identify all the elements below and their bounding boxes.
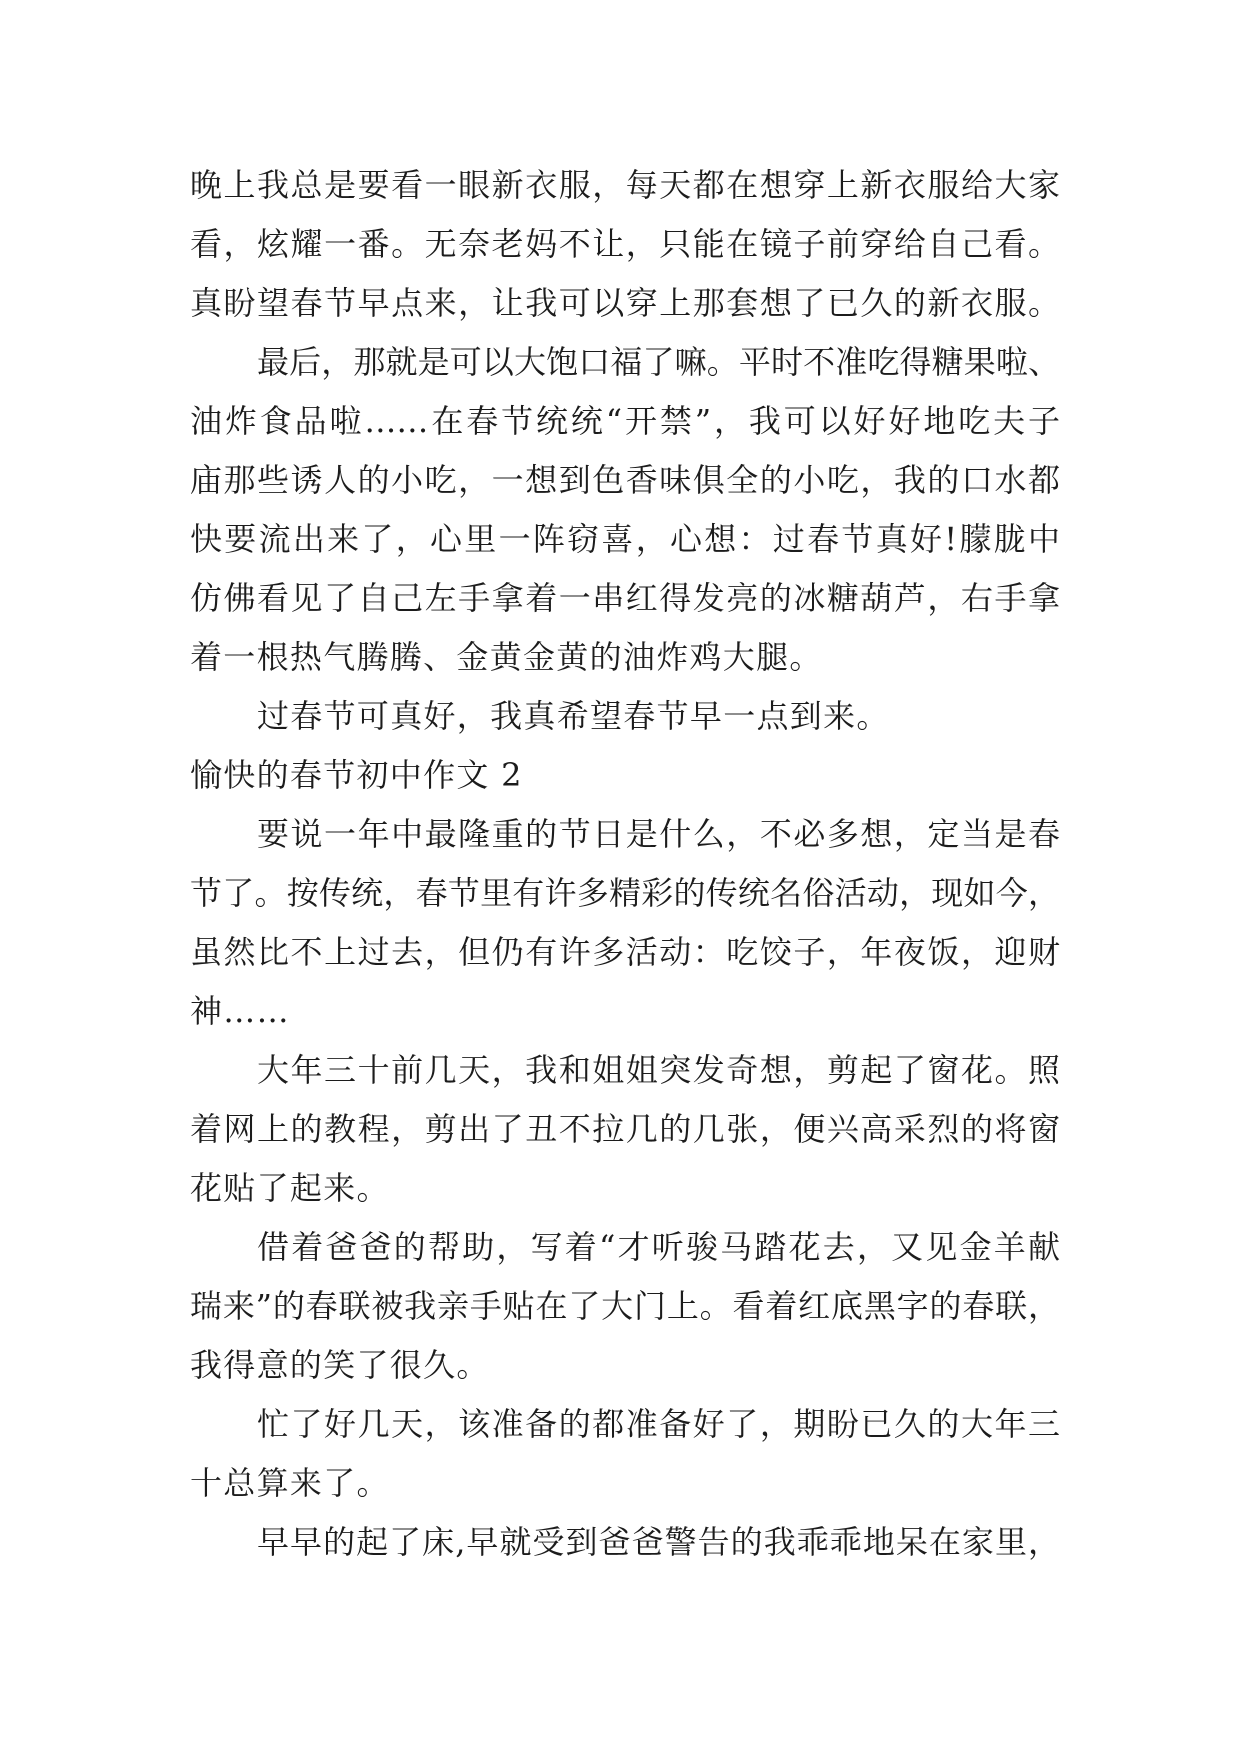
text-line: 花贴了起来。 xyxy=(190,1169,390,1207)
text-line: 晚上我总是要看一眼新衣服，每天都在想穿上新衣服给大家 xyxy=(190,166,1060,204)
text-line: 神…… xyxy=(190,992,290,1030)
text-body xyxy=(190,156,1060,1572)
paragraph xyxy=(190,1218,1060,1395)
paragraph xyxy=(190,805,1060,1041)
text-line: 节了。按传统，春节里有许多精彩的传统名俗活动，现如今， xyxy=(190,874,1060,912)
text-line: 着网上的教程，剪出了丑不拉几的几张，便兴高采烈的将窗 xyxy=(190,1110,1060,1148)
text-line: 仿佛看见了自己左手拿着一串红得发亮的冰糖葫芦，右手拿 xyxy=(190,579,1060,617)
text-line: 过春节可真好，我真希望春节早一点到来。 xyxy=(257,697,890,735)
text-line: 借着爸爸的帮助，写着“才听骏马踏花去，又见金羊献 xyxy=(257,1228,1060,1266)
text-line: 虽然比不上过去，但仍有许多活动：吃饺子，年夜饭，迎财 xyxy=(190,933,1060,971)
paragraph xyxy=(190,1513,1060,1572)
text-line: 我得意的笑了很久。 xyxy=(190,1346,490,1384)
text-line: 要说一年中最隆重的节日是什么，不必多想，定当是春 xyxy=(257,815,1060,853)
text-line: 看，炫耀一番。无奈老妈不让，只能在镜子前穿给自己看。 xyxy=(190,225,1060,263)
text-line: 大年三十前几天，我和姐姐突发奇想，剪起了窗花。照 xyxy=(257,1051,1060,1089)
text-line: 瑞来”的春联被我亲手贴在了大门上。看着红底黑字的春联， xyxy=(190,1287,1060,1325)
essay-title: 愉快的春节初中作文 2 xyxy=(190,756,523,794)
paragraph xyxy=(190,687,1060,746)
text-line: 快要流出来了，心里一阵窃喜，心想：过春节真好!朦胧中 xyxy=(190,520,1060,558)
text-line: 早早的起了床,早就受到爸爸警告的我乖乖地呆在家里， xyxy=(257,1523,1060,1561)
text-line: 十总算来了。 xyxy=(190,1464,390,1502)
text-line: 最后，那就是可以大饱口福了嘛。平时不准吃得糖果啦、 xyxy=(257,343,1060,381)
text-line: 油炸食品啦……在春节统统“开禁”，我可以好好地吃夫子 xyxy=(190,402,1060,440)
text-line: 着一根热气腾腾、金黄金黄的油炸鸡大腿。 xyxy=(190,638,823,676)
paragraph xyxy=(190,156,1060,333)
paragraph xyxy=(190,1041,1060,1218)
paragraph xyxy=(190,333,1060,687)
text-line: 庙那些诱人的小吃，一想到色香味俱全的小吃，我的口水都 xyxy=(190,461,1060,499)
text-line: 真盼望春节早点来，让我可以穿上那套想了已久的新衣服。 xyxy=(190,284,1060,322)
paragraph xyxy=(190,1395,1060,1513)
text-line: 忙了好几天，该准备的都准备好了，期盼已久的大年三 xyxy=(257,1405,1060,1443)
